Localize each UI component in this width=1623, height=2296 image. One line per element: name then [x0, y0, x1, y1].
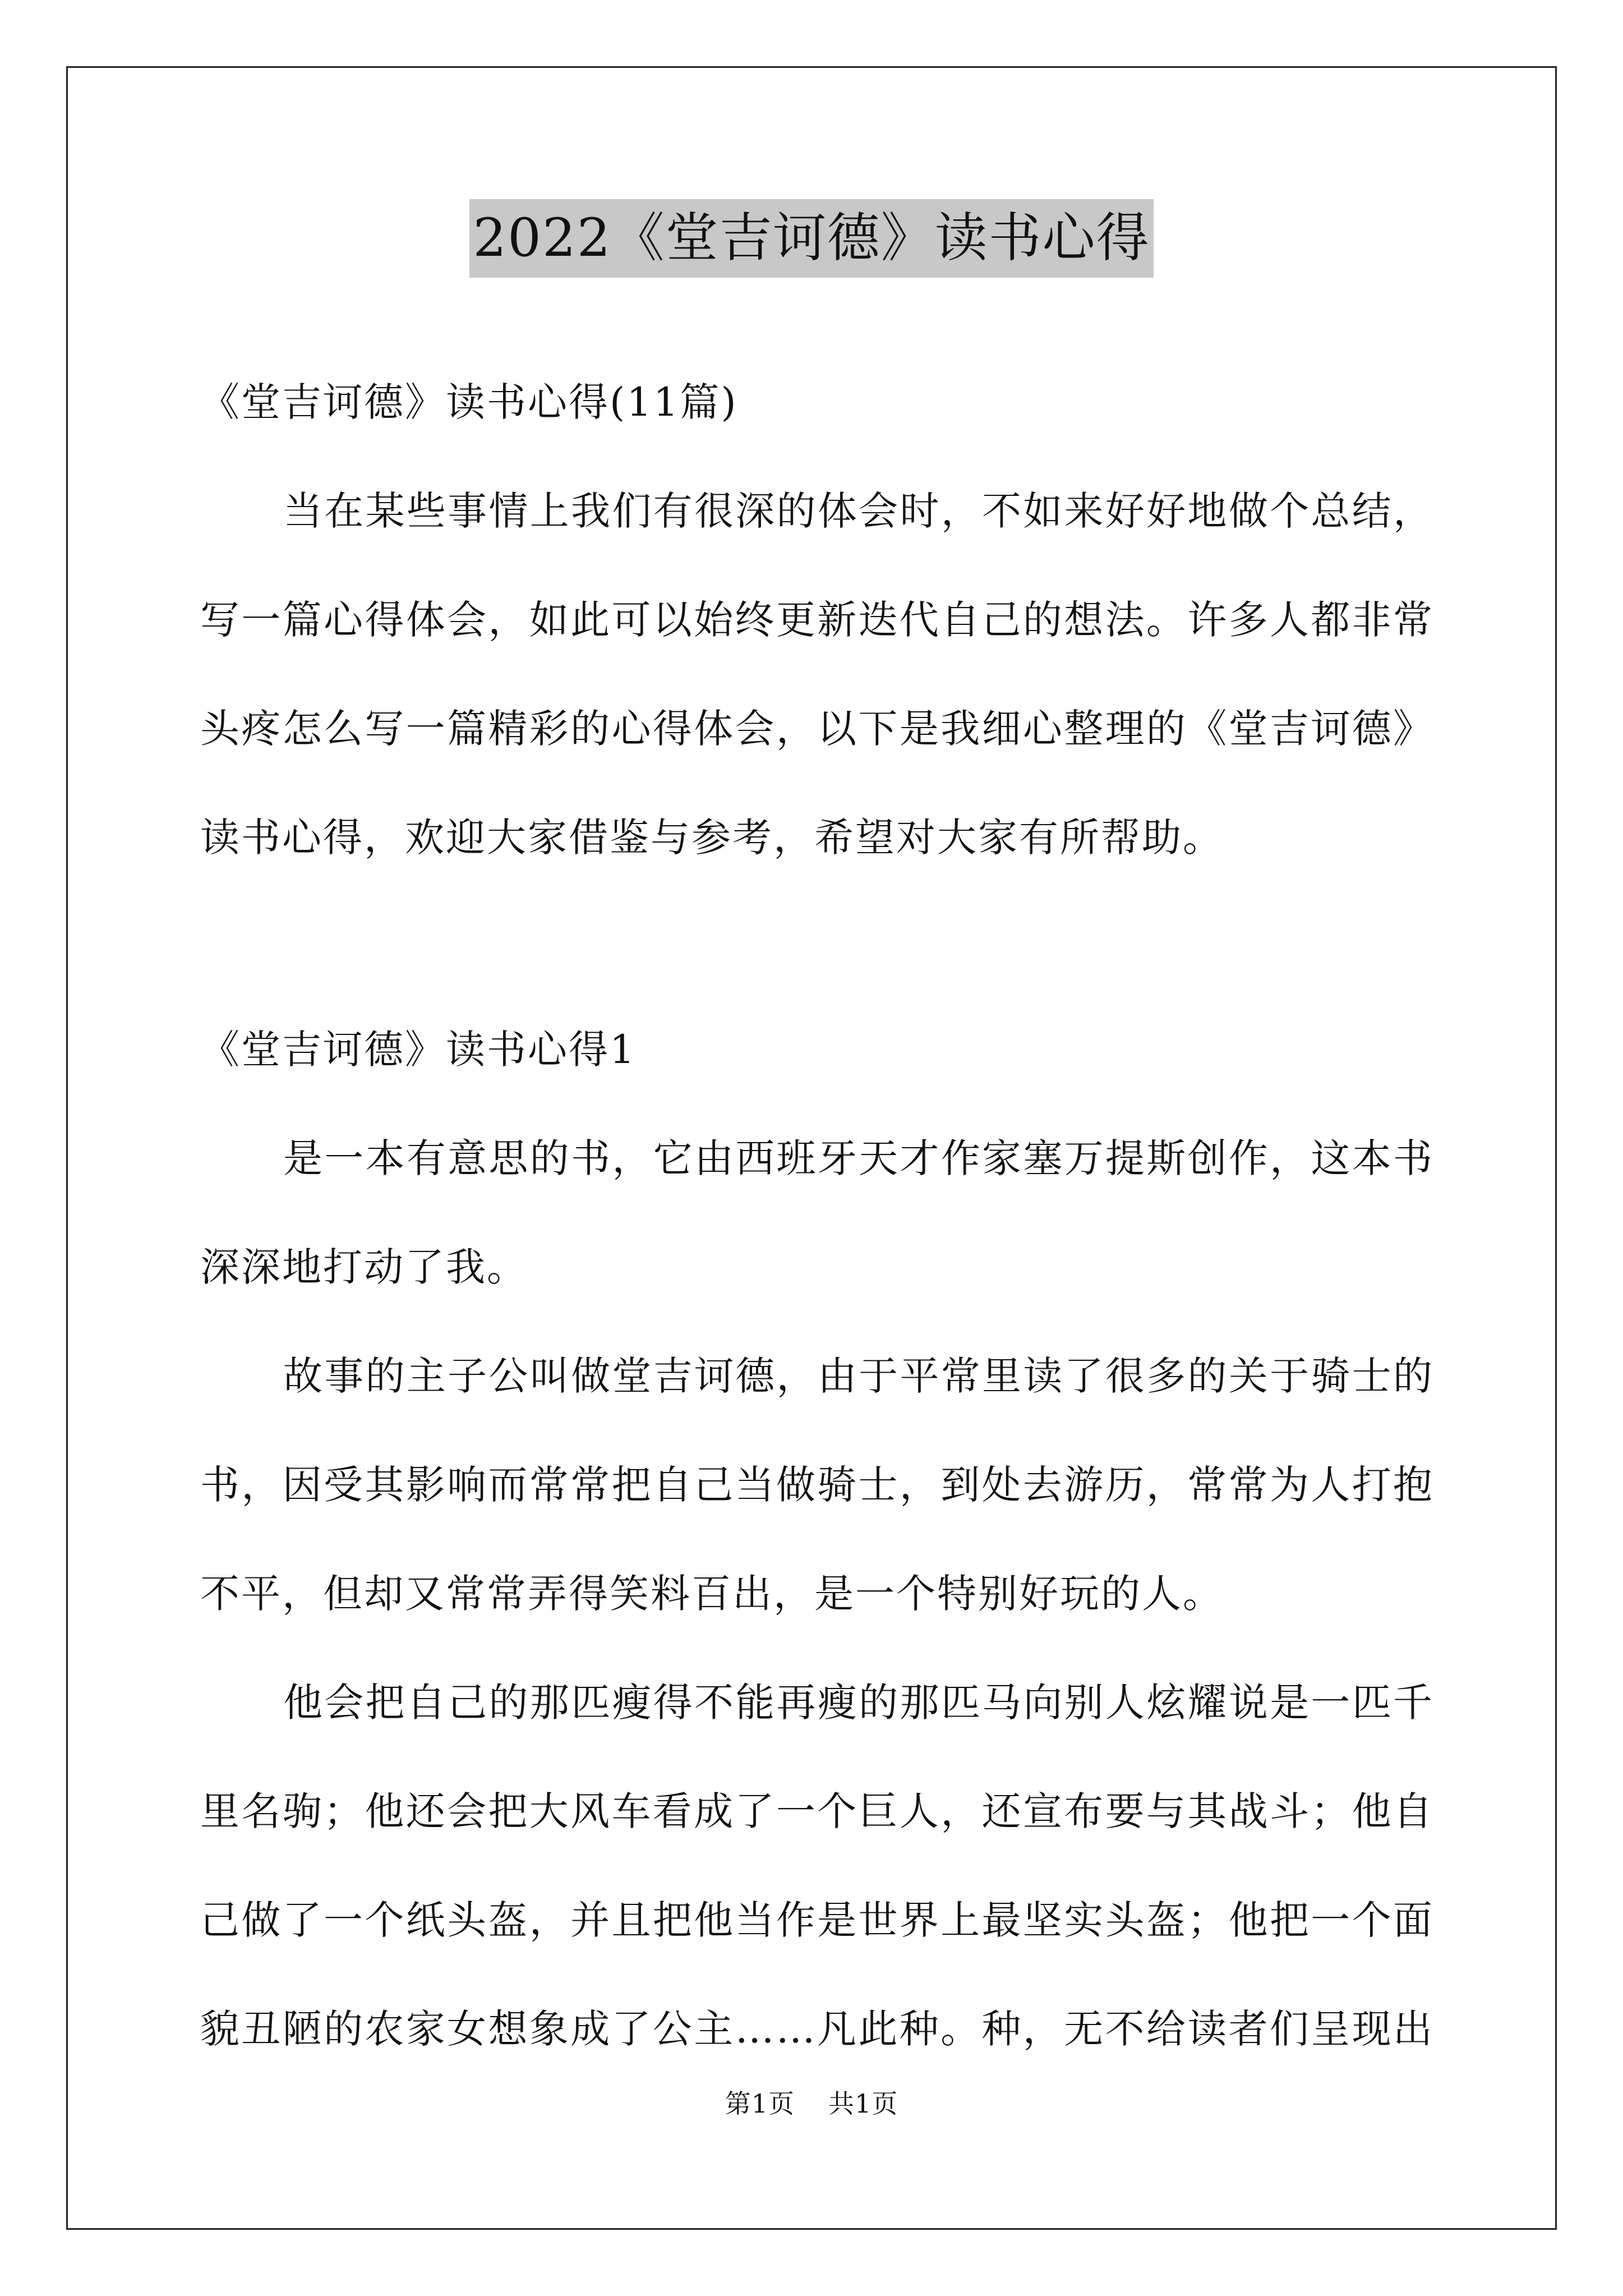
page-number: 第1页 — [725, 2088, 795, 2119]
paragraph-line: 己做了一个纸头盔，并且把他当作是世界上最坚实头盔；他把一个面 — [200, 1897, 1434, 1943]
intro-line: 读书心得，欢迎大家借鉴与参考，希望对大家有所帮助。 — [200, 815, 1224, 861]
title-container — [0, 199, 1623, 278]
paragraph-line: 故事的主子公叫做堂吉诃德，由于平常里读了很多的关于骑士的 — [283, 1353, 1434, 1399]
document-subtitle: 《堂吉诃德》读书心得(11篇) — [200, 379, 738, 425]
section-heading: 《堂吉诃德》读书心得1 — [200, 1027, 637, 1073]
document-body — [200, 348, 1434, 2083]
paragraph-line: 是一本有意思的书，它由西班牙天才作家塞万提斯创作，这本书 — [283, 1135, 1434, 1181]
section-gap — [200, 892, 1434, 995]
document-title: 2022《堂吉诃德》读书心得 — [469, 199, 1153, 278]
page-footer — [0, 2087, 1623, 2120]
page-total: 共1页 — [828, 2088, 898, 2119]
paragraph-line: 书，因受其影响而常常把自己当做骑士，到处去游历，常常为人打抱 — [200, 1462, 1434, 1508]
intro-line: 当在某些事情上我们有很深的体会时，不如来好好地做个总结， — [283, 488, 1434, 534]
intro-line: 写一篇心得体会，如此可以始终更新迭代自己的想法。许多人都非常 — [200, 597, 1434, 643]
paragraph-line: 貌丑陋的农家女想象成了公主……凡此种。种，无不给读者们呈现出 — [200, 2006, 1434, 2052]
paragraph-line: 不平，但却又常常弄得笑料百出，是一个特别好玩的人。 — [200, 1571, 1224, 1617]
intro-line: 头疼怎么写一篇精彩的心得体会，以下是我细心整理的《堂吉诃德》 — [200, 706, 1434, 752]
paragraph-line: 里名驹；他还会把大风车看成了一个巨人，还宣布要与其战斗；他自 — [200, 1788, 1434, 1834]
paragraph-line: 深深地打动了我。 — [200, 1244, 528, 1290]
paragraph-line: 他会把自己的那匹瘦得不能再瘦的那匹马向别人炫耀说是一匹千 — [283, 1680, 1434, 1726]
